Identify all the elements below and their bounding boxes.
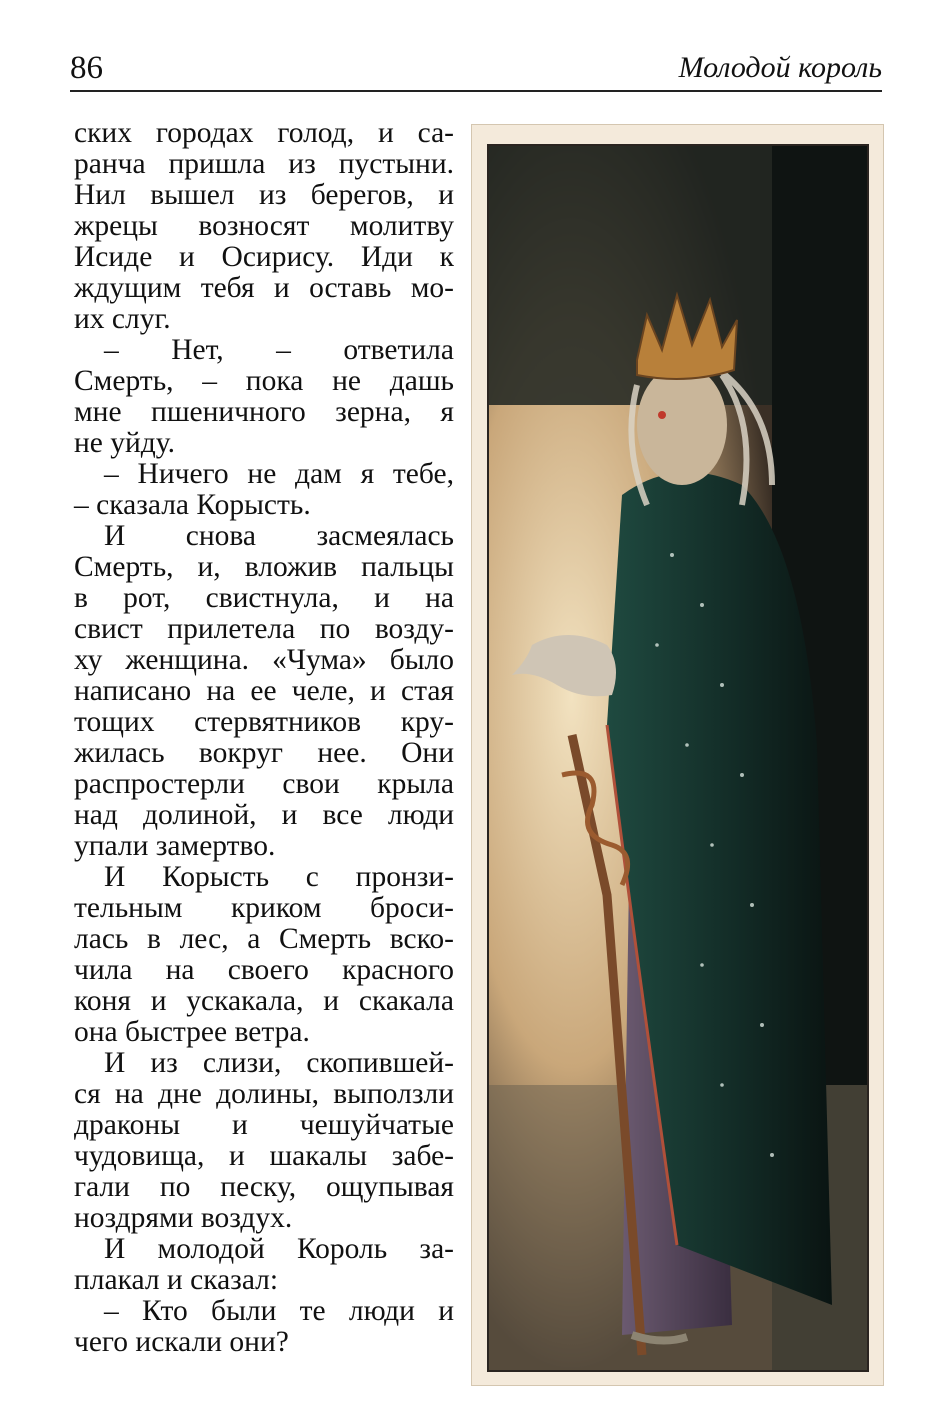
- text-line: жилась вокруг нее. Они: [74, 737, 454, 769]
- text-line: лась в лес, а Смерть вско-: [74, 923, 454, 955]
- illustration-painting: [472, 125, 885, 1387]
- illustration-death-figure: [471, 124, 884, 1386]
- text-line: ху женщина. «Чума» было: [74, 644, 454, 676]
- text-line: И из слизи, скопившей-: [104, 1047, 454, 1079]
- text-line: упали замертво.: [74, 830, 276, 862]
- text-line: драконы и чешуйчатые: [74, 1109, 454, 1141]
- page-number: 86: [70, 50, 103, 86]
- text-line: ранча пришла из пустыни.: [74, 148, 454, 180]
- running-title: Молодой король: [678, 51, 882, 84]
- text-line: плакал и сказал:: [74, 1264, 279, 1296]
- text-line: написано на ее челе, и стая: [74, 675, 454, 707]
- text-line: чудовища, и шакалы забе-: [74, 1140, 454, 1172]
- text-line: распростерли свои крыла: [74, 768, 454, 800]
- text-line: чего искали они?: [74, 1326, 289, 1358]
- text-line: – сказала Корысть.: [74, 489, 311, 521]
- text-line: И Корысть с пронзи-: [104, 861, 454, 893]
- text-line: тельным криком броси-: [74, 892, 454, 924]
- text-line: – Ничего не дам я тебе,: [104, 458, 454, 490]
- text-line: – Нет, – ответила: [104, 334, 454, 366]
- text-line: И молодой Король за-: [104, 1233, 454, 1265]
- text-line: Нил вышел из берегов, и: [74, 179, 454, 211]
- text-line: их слуг.: [74, 303, 171, 335]
- page-header: [70, 48, 882, 94]
- text-line: И снова засмеялась: [104, 520, 454, 552]
- text-line: – Кто были те люди и: [104, 1295, 454, 1327]
- text-line: коня и ускакала, и скакала: [74, 985, 454, 1017]
- text-line: гали по песку, ощупывая: [74, 1171, 454, 1203]
- text-line: мне пшеничного зерна, я: [74, 396, 454, 428]
- body-text: [74, 118, 454, 1358]
- text-line: не уйду.: [74, 427, 175, 459]
- text-line: Смерть, и, вложив пальцы: [74, 551, 454, 583]
- text-line: свист прилетела по возду-: [74, 613, 454, 645]
- text-line: тощих стервятников кру-: [74, 706, 454, 738]
- text-line: в рот, свистнула, и на: [74, 582, 454, 614]
- figure-head: [637, 365, 727, 485]
- text-line: над долиной, и все люди: [74, 799, 454, 831]
- header-rule: [70, 90, 882, 92]
- text-line: ся на дне долины, выползли: [74, 1078, 454, 1110]
- text-line: ноздрями воздух.: [74, 1202, 293, 1234]
- text-line: она быстрее ветра.: [74, 1016, 310, 1048]
- text-line: чила на своего красного: [74, 954, 454, 986]
- text-line: жрецы возносят молитву: [74, 210, 454, 242]
- text-line: Смерть, – пока не дашь: [74, 365, 454, 397]
- text-line: Исиде и Осирису. Иди к: [74, 241, 454, 273]
- text-line: ждущим тебя и оставь мо-: [74, 272, 454, 304]
- text-line: ских городах голод, и са-: [74, 117, 454, 149]
